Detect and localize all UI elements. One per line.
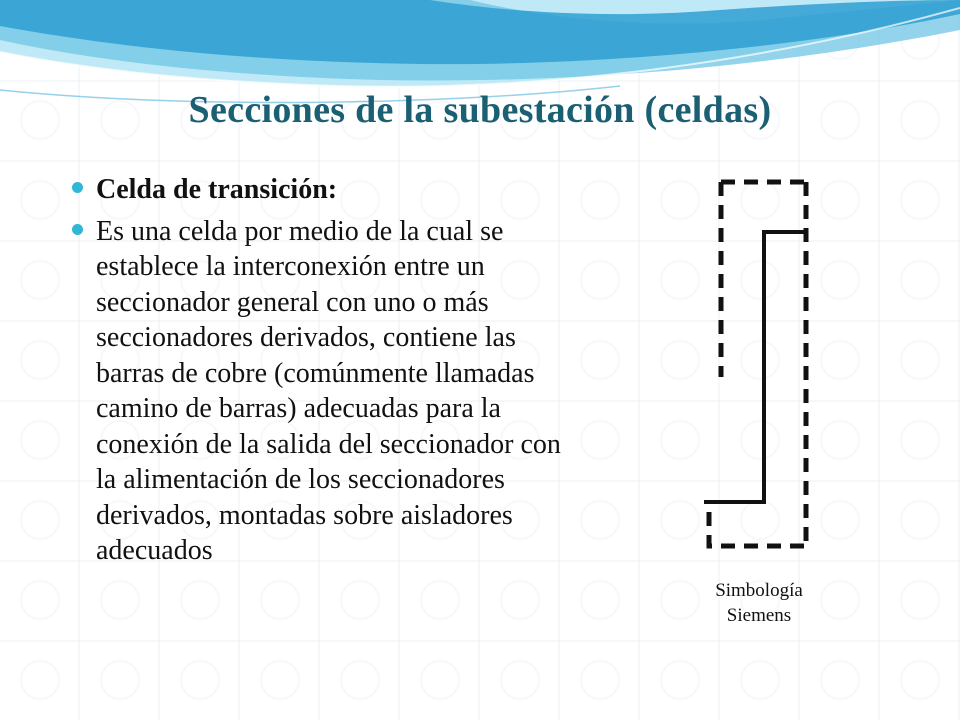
diagram-caption xyxy=(690,578,828,628)
bullet-dot-icon xyxy=(72,224,83,235)
caption-line-2: Siemens xyxy=(726,605,792,626)
bullet-heading-text: Celda de transición: xyxy=(96,174,338,205)
bullet-item-description xyxy=(66,214,586,569)
bullet-list xyxy=(66,172,586,575)
bullet-description-text: Es una celda por medio de la cual se establece la interconexión entre un seccionador general con uno o más seccionadores derivados, contiene las barras de cobre (comúnmente llamadas camino de barras) adecuadas para la conexión de la salida del seccionador con la alimentación de los seccionadores derivados, montadas sobre aisladores adecuados xyxy=(96,215,561,566)
bullet-dot-icon xyxy=(72,182,83,193)
bullet-item-heading xyxy=(66,172,586,208)
slide-title: Secciones de la subestación (celdas) xyxy=(188,89,772,131)
transition-cell-symbol xyxy=(700,172,820,557)
caption-line-1: Simbología xyxy=(715,580,803,601)
